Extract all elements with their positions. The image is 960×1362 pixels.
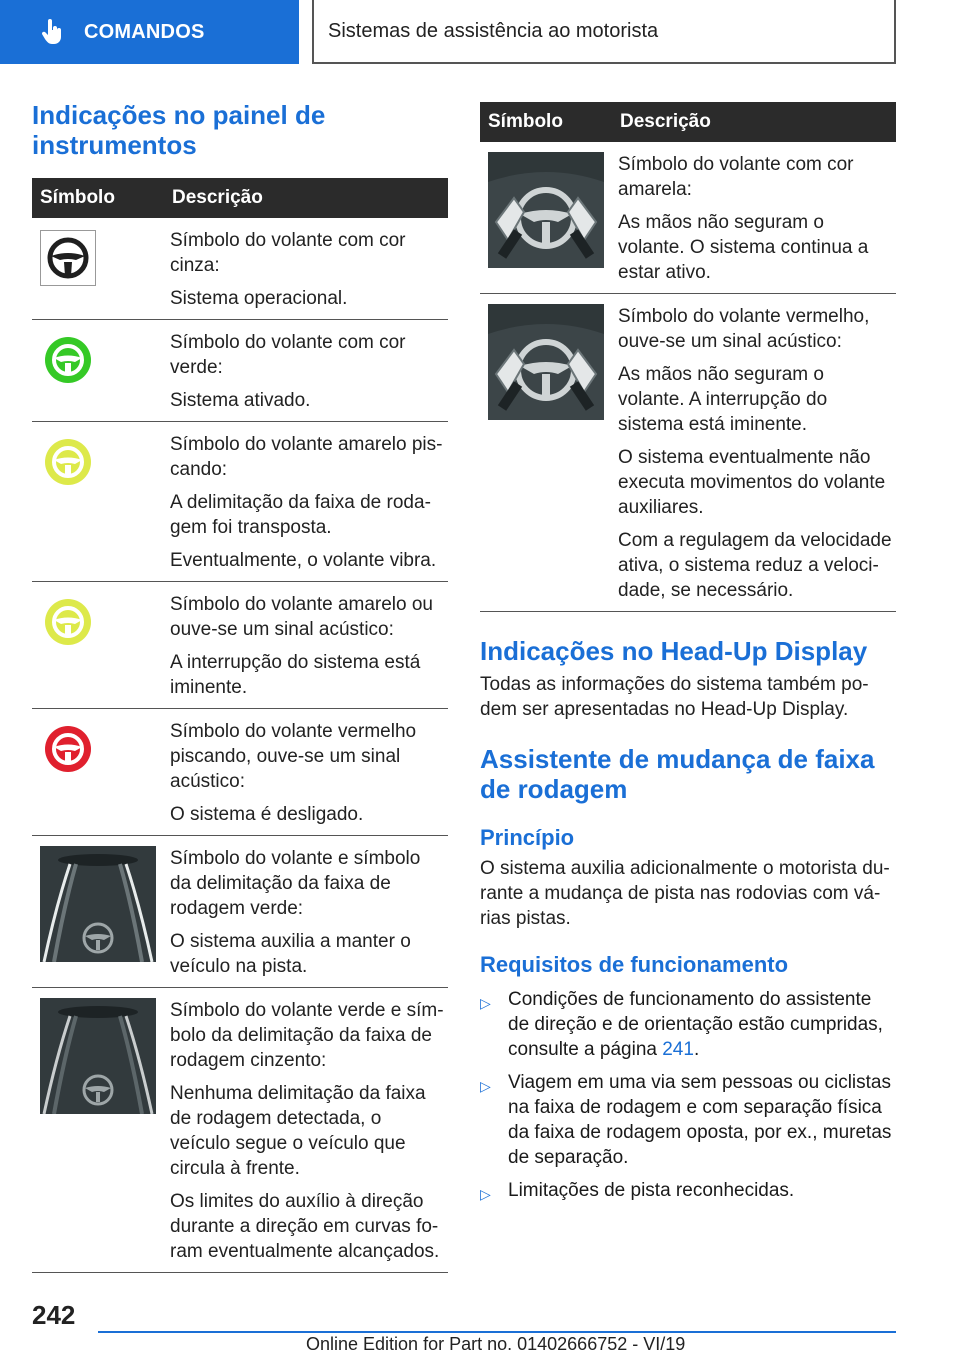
symbol-table-right [480, 102, 896, 612]
list-item [480, 1070, 896, 1170]
table-row [32, 709, 448, 836]
section-tab[interactable] [0, 0, 299, 64]
column-header-symbol: Símbolo [32, 178, 164, 218]
requirement-text-end: . [693, 1039, 700, 1060]
requirement-text: Viagem em uma via sem pessoas ou ciclistas na faixa de rodagem e com separação física da faixa de rodagem oposta, por ex., muretas de separação. [508, 1072, 892, 1168]
description-line: Os limites do auxílio à direção durante a direção em curvas foram eventualmente alcançados. [170, 1191, 440, 1262]
description-line: O sistema auxilia a manter o veículo na pista. [170, 931, 411, 977]
column-header-description: Descrição [164, 178, 448, 218]
steering-wheel-grey-icon [40, 230, 96, 286]
footer-divider [98, 1331, 896, 1333]
principle-text: O sistema auxilia adicionalmente o motorista durante a mudança de pista nas rodovias com várias pistas. [480, 858, 890, 929]
right-column [480, 102, 896, 1211]
section-label: COMANDOS [84, 20, 205, 43]
steering-wheel-yellow-icon [40, 594, 96, 650]
lane-grey-scene-icon [40, 998, 156, 1114]
description-line: Nenhuma delimitação da faixa de rodagem detectada, o veículo segue o veículo que circula à frente. [170, 1083, 426, 1179]
section-heading-hud: Indicações no Head-Up Display [480, 636, 868, 666]
subheading-principle: Princípio [480, 825, 575, 850]
table-row [32, 218, 448, 320]
hud-text: Todas as informações do sistema também podem ser apresentadas no Head-Up Display. [480, 674, 869, 720]
steering-wheel-yellow-icon [40, 434, 96, 490]
chapter-title: Sistemas de assistência ao motorista [312, 0, 896, 64]
page-link-241[interactable]: 241 [662, 1039, 694, 1060]
description-line: Símbolo do volante vermelho piscando, ouve-se um sinal acústico: [170, 721, 417, 792]
description-line: Símbolo do volante com cor cinza: [170, 230, 406, 276]
table-row [32, 320, 448, 422]
steering-wheel-red-icon [40, 721, 96, 777]
hands-off-red-scene-icon [488, 304, 604, 420]
list-item [480, 1178, 896, 1203]
symbol-table-left [32, 178, 448, 1273]
triangle-bullet-icon: ▷ [480, 995, 491, 1011]
table-row [32, 582, 448, 709]
description-line: Sistema ativado. [170, 390, 311, 411]
description-line: O sistema é desligado. [170, 804, 364, 825]
column-header-description: Descrição [612, 102, 896, 142]
section-heading-lane-change: Assistente de mudança de faixa de rodagem [480, 744, 875, 804]
description-line: As mãos não seguram o volante. O sistema continua a estar ativo. [618, 212, 869, 283]
requirement-text: Limitações de pista reconhecidas. [508, 1180, 795, 1201]
description-line: Símbolo do volante amarelo ou ouve-se um sinal acústico: [170, 594, 433, 640]
list-item [480, 987, 896, 1062]
description-line: As mãos não seguram o volante. A interrupção do sistema está iminente. [618, 364, 828, 435]
hand-pointer-icon [42, 19, 64, 45]
description-line: Símbolo do volante com cor amarela: [618, 154, 854, 200]
section-heading-instrument-panel: Indicações no painel de instrumentos [32, 100, 326, 160]
description-line: A interrupção do sistema está iminente. [170, 652, 421, 698]
description-line: A delimitação da faixa de rodagem foi transposta. [170, 492, 431, 538]
requirements-list [480, 987, 896, 1203]
description-line: Símbolo do volante e símbolo da delimitação da faixa de rodagem verde: [170, 848, 421, 919]
triangle-bullet-icon: ▷ [480, 1078, 491, 1094]
requirement-text: Condições de funcionamento do assistente de direção e de orientação estão cumpridas, consulte a página [508, 989, 883, 1060]
left-column [32, 100, 448, 1273]
table-row [480, 294, 896, 612]
table-row [32, 422, 448, 582]
hands-off-yellow-scene-icon [488, 152, 604, 268]
page-number: 242 [32, 1300, 76, 1330]
subheading-requirements: Requisitos de funcionamento [480, 952, 789, 977]
description-line: Símbolo do volante amarelo piscando: [170, 434, 443, 480]
column-header-symbol: Símbolo [480, 102, 612, 142]
description-line: Símbolo do volante vermelho, ouve-se um sinal acústico: [618, 306, 870, 352]
description-line: Símbolo do volante com cor verde: [170, 332, 406, 378]
table-row [32, 988, 448, 1273]
steering-wheel-green-icon [40, 332, 96, 388]
edition-text: Online Edition for Part no. 01402666752 - VI/19 [306, 1334, 686, 1354]
table-row [32, 836, 448, 988]
description-line: Com a regulagem da velocidade ativa, o sistema reduz a velocidade, se necessário. [618, 530, 892, 601]
lane-green-scene-icon [40, 846, 156, 962]
description-line: O sistema eventualmente não executa movimentos do volante auxiliares. [618, 447, 886, 518]
table-row [480, 142, 896, 294]
triangle-bullet-icon: ▷ [480, 1186, 491, 1202]
description-line: Sistema operacional. [170, 288, 348, 309]
description-line: Eventualmente, o volante vibra. [170, 550, 437, 571]
description-line: Símbolo do volante verde e símbolo da delimitação da faixa de rodagem cinzento: [170, 1000, 444, 1071]
